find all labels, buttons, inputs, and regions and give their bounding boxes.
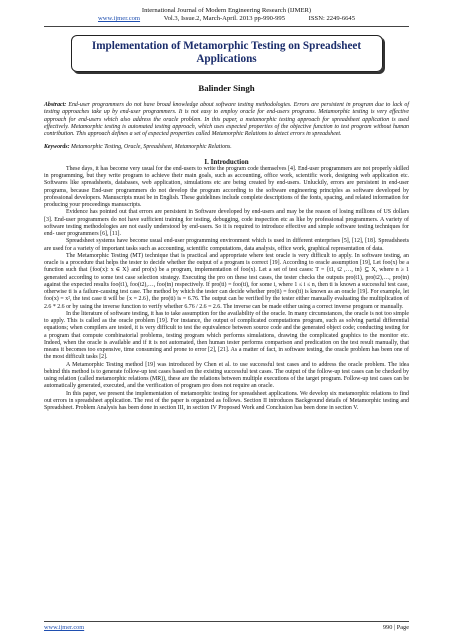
page-footer (44, 621, 409, 631)
journal-issn: ISSN: 2249-6645 (308, 15, 356, 22)
journal-website-link[interactable]: www.ijmer.com (97, 15, 141, 22)
body-paragraph: Evidence has pointed out that errors are persistent in Software developed by end-users and may be the reason of losing millions of US dollars [3]. End-user programmers do not have sufficient training for testing, debugging, code inspection etc as like by professional programmers. A variety of software testing methodologies are not easily understood by end-users. So it is required to introduce effective and simple software testing techniques for end- user programmers [6], [11]. (44, 209, 409, 237)
body-paragraph: In the literature of software testing, it has to take assumption for the availability of the oracle. In many circumstances, the oracle is not too simple to apply. This is called as the oracle problem [19]. For instance, the output of complicated computations program, such as solving partial differential equations; when compilers are tested, it is very difficult to test the equivalence between source code and the generated object code; conducting testing for a program that compute combinatorial problems, testing program which performs simulations, drawing the complicated graphics to the monitor etc. Indeed, when the oracle is available and if it is not automated, then human tester performs comparison and predication on the test result manually, that means it becomes too expensive, time consuming and prone to error [2], [21]. As a matter of fact, in software testing, the oracle problem has been one of the most difficult tasks [2]. (44, 310, 409, 361)
keywords-text: Metamorphic Testing, Oracle, Spreadsheet, Metamorphic Relations. (71, 144, 232, 151)
body-paragraph: In this paper, we present the implementation of metamorphic testing for spreadsheet applications. We develop six metamorphic relations to find out errors in spreadsheet application. The rest of the paper is organized as follows. Section II introduces Background details of Metamorphic testing and Spreadsheet. Problem Analysis has been done in section III, in section IV Proposed Work and Conclusion has been done in section V. (44, 390, 409, 411)
body-paragraph: Spreadsheet systems have become usual end-user programming environment which is used in different enterprises [5], [12], [18]. Spreadsheets are used for a variety of important tasks such as accounting, scientific computations, data analysis, office work, graphical representation of data. (44, 238, 409, 252)
abstract (44, 102, 409, 138)
footer-rule (44, 621, 409, 622)
journal-name: International Journal of Modern Engineering Research (IJMER) (141, 7, 312, 14)
header-rule (44, 26, 409, 27)
journal-header (0, 0, 453, 23)
abstract-label: Abstract: (44, 102, 67, 108)
keywords-label: Keywords: (44, 144, 70, 151)
journal-meta (0, 15, 453, 23)
body-paragraph: The Metamorphic Testing (MT) technique that is practical and appropriate where test oracle is very difficult to apply. In software testing, an oracle is a procedure that helps the tester to decide whether the output of a program is correct [19]. According to oracle assumption [19], Let foo(x) be a function such that {foo(x): x ∈ X} and pro(x) be a program, implementation of foo(x). Let a set of test cases: T = {t1, t2 ,…, tn} ⊆ X, where n ≥ 1 generated according to some test case selection strategy. Executing the pro on these test cases, the tester checks the outputs pro(t1), pro(t2),…, pro(tn) against the expected results foo(t1), foo(t2),…, foo(tn) respectively. If pro(ti) = foo(ti), for some i, where 1 ≤ i ≤ n, then ti is known a successful test case, otherwise ti is a failure-causing test case. The method by which the tester can decide whether pro(ti) = foo(ti) is known as an oracle [19]. For example, let foo(x) = x², the test case ti will be {x = 2.6}, the pro(ti) is = 6.76. The output can be verified by the tester either manually evaluating the multiplication of 2.6 * 2.6 or by using the inverse function to verify whether 6.76 / 2.6 = 2.6. The inverse can be made either using a correct inverse program or manually. (44, 252, 409, 310)
section-heading: I. Introduction (204, 157, 249, 166)
footer-website-link[interactable]: www.ijmer.com (44, 624, 85, 631)
body-paragraph: These days, it has become very usual for the end-users to write the program code themselves [4]. End-user programmers are not properly skilled in programming, but they write program to achieve their main goals, such as accounting, office work, scientific work, designing web application etc. Softwares like spreadsheets, databases, web application, simulations etc are being created by end-users. Unluckily, errors are persistent in end-user programs, because End-user programmers do not develop the program according to the software engineering principles as software developed by professional developers. Manuscripts must be in English. These guidelines include complete descriptions of the fonts, spacing, and related information for producing your proceedings manuscripts. (44, 165, 409, 208)
abstract-text: End-user programmers do not have broad knowledge about software testing methodologies. Errors are persistent in program due to lack of testing approaches take up by end-user programmers. It is not easy to employ oracle for end-users programs. Metamorphic testing is very effective approach for end-users which also address the oracle problem. In this paper, a metamorphic testing approach for spreadsheet application is used effectively. Metamorphic testing is automated testing approach, which uses expected properties of the objective function to test program without human contribution. This approach defines a set of expected properties called Metamorphic Relations to detect errors in spreadsheet. (44, 102, 409, 137)
page-number: 990 | Page (382, 624, 409, 631)
paper-title: Implementation of Metamorphic Testing on Spreadsheet Applications (71, 35, 383, 72)
journal-volume: Vol.3, Issue.2, March-April. 2013 pp-990-995 (163, 15, 286, 22)
author-name: Balinder Singh (198, 83, 255, 93)
keywords (44, 144, 409, 151)
paper-body (44, 102, 409, 412)
body-paragraph: A Metamorphic Testing method [19] was introduced by Chen et al. to use successful test cases and to address the oracle problem. The idea behind this method is to generate follow-up test cases based on the existing successful test cases. The output of the follow-up test cases can be checked by using relation (called metamorphic relations (MR)), these are the relations between multiple executions of the target program. Follow-up test cases can be automatically generated, executed, and the verification of program pro does not require an oracle. (44, 361, 409, 390)
